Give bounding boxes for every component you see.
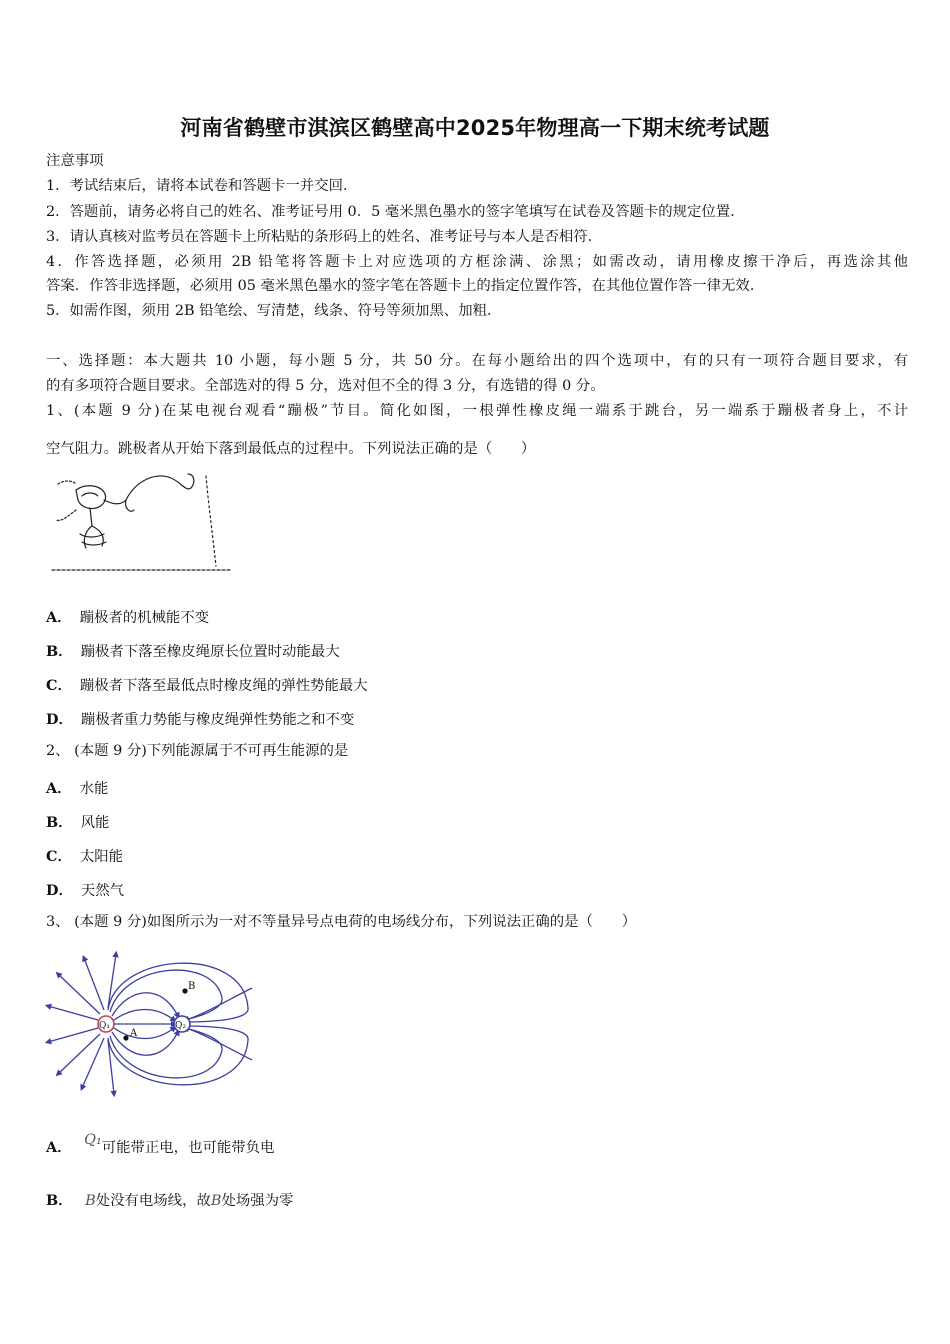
point-b-label: B: [188, 981, 196, 992]
q3-option-b[interactable]: [46, 1189, 293, 1210]
q3-option-a-text: 可能带正电，也可能带负电: [101, 1140, 275, 1156]
q2-option-d-label: D．: [46, 882, 73, 899]
bungee-jumper-figure: [46, 470, 234, 578]
q1-option-a-text: 蹦极者的机械能不变: [79, 610, 210, 626]
q2-option-c-label: C．: [46, 848, 72, 865]
q1-option-b-label: B．: [46, 643, 73, 660]
q1-option-c-label: C．: [46, 677, 72, 694]
q1-charge-label: Q₁: [99, 1021, 110, 1031]
q1-stem-line2: 空气阻力。跳极者从开始下落到最低点的过程中。下列说法正确的是（ ）: [46, 441, 536, 457]
q3-option-a-symbol: Q₁: [84, 1132, 102, 1148]
notice-item-3: 3．请认真核对监考员在答题卡上所粘贴的条形码上的姓名、准考证号与本人是否相符．: [46, 229, 603, 245]
q3-option-a[interactable]: [46, 1132, 275, 1157]
point-a-label: A: [130, 1028, 138, 1039]
q2-option-c-text: 太阳能: [79, 849, 124, 865]
section-instructions-line2: 的有多项符合题目要求。全部选对的得 5 分，选对但不全的得 3 分，有选错的得 0 分。: [46, 378, 605, 394]
q2-option-c[interactable]: [46, 845, 123, 866]
q2-stem: 2、 (本题 9 分)下列能源属于不可再生能源的是: [46, 743, 349, 759]
notice-item-4-cont: 答案．作答非选择题，必须用 05 毫米黑色墨水的签字笔在答题卡上的指定位置作答，在其他位置作答一律无效．: [46, 278, 765, 294]
q2-option-d-text: 天然气: [80, 883, 125, 899]
q1-option-a[interactable]: [46, 606, 209, 627]
q2-option-a-label: A．: [46, 780, 72, 797]
q3-option-b-symbol: B: [85, 1193, 96, 1209]
notice-item-1: 1．考试结束后，请将本试卷和答题卡一并交回．: [46, 178, 358, 194]
q2-charge-label: Q₂: [175, 1021, 186, 1031]
q1-option-c[interactable]: [46, 674, 368, 695]
electric-field-lines-figure: [44, 948, 256, 1100]
q3-option-b-text2: 处场强为零: [221, 1193, 294, 1209]
q2-option-b-label: B．: [46, 814, 73, 831]
q3-option-b-label: B．: [46, 1192, 73, 1209]
q1-option-b[interactable]: [46, 640, 340, 661]
q1-option-c-text: 蹦极者下落至最低点时橡皮绳的弹性势能最大: [79, 678, 368, 694]
q2-option-b[interactable]: [46, 811, 109, 832]
q1-option-b-text: 蹦极者下落至橡皮绳原长位置时动能最大: [80, 644, 340, 660]
q3-option-a-label: A．: [46, 1139, 72, 1156]
q2-option-d[interactable]: [46, 879, 124, 900]
q1-option-d-text: 蹦极者重力势能与橡皮绳弹性势能之和不变: [80, 712, 355, 728]
notice-item-2: 2．答题前，请务必将自己的姓名、准考证号用 0．5 毫米黑色墨水的签字笔填写在试卷及答题卡的规定位置．: [46, 204, 745, 220]
section-instructions-line1: 一、选择题：本大题共 10 小题，每小题 5 分，共 50 分。在每小题给出的四个选项中，有的只有一项符合题目要求，有: [46, 353, 908, 369]
q2-option-a[interactable]: [46, 777, 108, 798]
notice-item-5: 5．如需作图，须用 2B 铅笔绘、写清楚，线条、符号等须加黑、加粗．: [46, 303, 502, 319]
q3-option-b-text: 处没有电场线，故: [95, 1193, 211, 1209]
notice-item-4: 4．作答选择题，必须用 2B 铅笔将答题卡上对应选项的方框涂满、涂黑；如需改动，请用橡皮擦干净后，再选涂其他: [46, 254, 908, 270]
q1-stem-line1: 1、(本题 9 分)在某电视台观看“蹦极”节目。简化如图，一根弹性橡皮绳一端系于跳台，另一端系于蹦极者身上，不计: [46, 403, 908, 419]
q2-option-b-text: 风能: [80, 815, 110, 831]
notice-heading: 注意事项: [46, 153, 104, 169]
q1-option-d[interactable]: [46, 708, 354, 729]
q3-option-b-symbol2: B: [210, 1193, 222, 1209]
q2-option-a-text: 水能: [79, 781, 109, 797]
q1-option-a-label: A．: [46, 609, 72, 626]
q3-stem: 3、 (本题 9 分)如图所示为一对不等量异号点电荷的电场线分布，下列说法正确的是（ ）: [46, 914, 637, 930]
page-title: 河南省鹤壁市淇滨区鹤壁高中2025年物理高一下期末统考试题: [180, 116, 770, 140]
q1-option-d-label: D．: [46, 711, 73, 728]
